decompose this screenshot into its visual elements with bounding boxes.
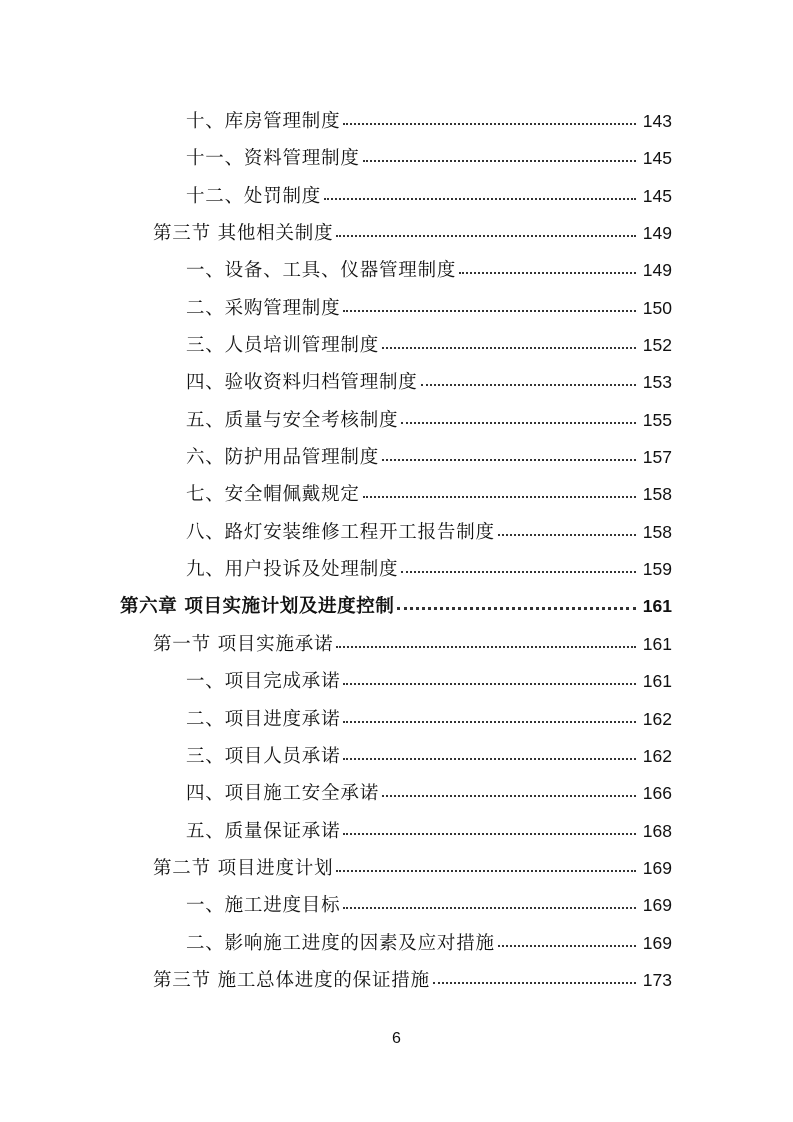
- toc-dot-leader: [336, 646, 636, 648]
- page-number: 6: [392, 1030, 401, 1047]
- toc-entry-page-number: 168: [642, 820, 672, 841]
- toc-entry-title: 三、人员培训管理制度: [186, 335, 380, 357]
- toc-entry-page-number: 161: [642, 596, 672, 617]
- toc-entry-title: 八、路灯安装维修工程开工报告制度: [186, 521, 495, 543]
- toc-entry-page-number: 166: [642, 783, 672, 804]
- toc-entry-title: 二、项目进度承诺: [186, 708, 341, 730]
- toc-subsection-entry[interactable]: [0, 248, 793, 285]
- toc-dot-leader: [343, 310, 636, 312]
- toc-section-entry[interactable]: [0, 846, 793, 883]
- toc-entry-title: 十一、资料管理制度: [186, 148, 360, 170]
- toc-entry-title: 七、安全帽佩戴规定: [186, 484, 360, 506]
- toc-subsection-entry[interactable]: [0, 883, 793, 920]
- toc-entry-title: 一、项目完成承诺: [186, 671, 341, 693]
- toc-dot-leader: [336, 870, 636, 872]
- toc-subsection-entry[interactable]: [0, 472, 793, 509]
- toc-entry-title: 四、验收资料归档管理制度: [186, 372, 418, 394]
- toc-section-entry[interactable]: [0, 211, 793, 248]
- toc-dot-leader: [343, 758, 636, 760]
- toc-dot-leader: [363, 496, 636, 498]
- toc-entry-page-number: 169: [642, 857, 672, 878]
- toc-subsection-entry[interactable]: [0, 360, 793, 397]
- toc-subsection-entry[interactable]: [0, 921, 793, 958]
- toc-dot-leader: [343, 833, 636, 835]
- toc-dot-leader: [401, 422, 636, 424]
- toc-entry-page-number: 159: [642, 559, 672, 580]
- toc-subsection-entry[interactable]: [0, 99, 793, 136]
- toc-entry-page-number: 158: [642, 521, 672, 542]
- toc-dot-leader: [343, 123, 636, 125]
- toc-subsection-entry[interactable]: [0, 174, 793, 211]
- toc-entry-title: 第一节 项目实施承诺: [153, 633, 334, 655]
- toc-dot-leader: [397, 607, 636, 610]
- table-of-contents: [0, 99, 793, 995]
- toc-dot-leader: [433, 982, 636, 984]
- toc-dot-leader: [498, 534, 636, 536]
- toc-subsection-entry[interactable]: [0, 659, 793, 696]
- toc-dot-leader: [343, 721, 636, 723]
- toc-dot-leader: [382, 795, 636, 797]
- toc-entry-page-number: 161: [642, 671, 672, 692]
- toc-dot-leader: [363, 160, 636, 162]
- toc-dot-leader: [401, 571, 636, 573]
- toc-entry-page-number: 145: [642, 185, 672, 206]
- toc-entry-page-number: 153: [642, 372, 672, 393]
- toc-subsection-entry[interactable]: [0, 697, 793, 734]
- toc-entry-page-number: 149: [642, 223, 672, 244]
- toc-subsection-entry[interactable]: [0, 771, 793, 808]
- toc-subsection-entry[interactable]: [0, 734, 793, 771]
- toc-entry-page-number: 169: [642, 932, 672, 953]
- toc-subsection-entry[interactable]: [0, 398, 793, 435]
- toc-entry-title: 三、项目人员承诺: [186, 745, 341, 767]
- toc-dot-leader: [343, 907, 636, 909]
- toc-entry-title: 十、库房管理制度: [186, 111, 341, 132]
- toc-subsection-entry[interactable]: [0, 809, 793, 846]
- toc-entry-page-number: 152: [642, 335, 672, 356]
- toc-subsection-entry[interactable]: [0, 435, 793, 472]
- toc-entry-page-number: 169: [642, 895, 672, 916]
- toc-entry-page-number: 173: [642, 969, 672, 990]
- toc-dot-leader: [382, 459, 636, 461]
- toc-section-entry[interactable]: [0, 622, 793, 659]
- toc-section-entry[interactable]: [0, 958, 793, 995]
- toc-entry-page-number: 161: [642, 633, 672, 654]
- toc-subsection-entry[interactable]: [0, 136, 793, 173]
- toc-entry-page-number: 150: [642, 297, 672, 318]
- toc-chapter-entry[interactable]: [0, 584, 793, 621]
- toc-entry-page-number: 162: [642, 745, 672, 766]
- toc-entry-title: 六、防护用品管理制度: [186, 447, 380, 469]
- toc-entry-title: 第二节 项目进度计划: [153, 857, 334, 879]
- toc-dot-leader: [382, 347, 636, 349]
- toc-entry-title: 一、施工进度目标: [186, 895, 341, 917]
- toc-entry-title: 四、项目施工安全承诺: [186, 783, 380, 805]
- toc-entry-title: 第六章 项目实施计划及进度控制: [120, 596, 395, 618]
- toc-entry-title: 第三节 施工总体进度的保证措施: [153, 969, 430, 991]
- toc-entry-title: 五、质量与安全考核制度: [186, 409, 399, 431]
- toc-subsection-entry[interactable]: [0, 510, 793, 547]
- toc-entry-title: 十二、处罚制度: [186, 185, 322, 207]
- toc-dot-leader: [498, 945, 636, 947]
- toc-entry-page-number: 162: [642, 708, 672, 729]
- toc-entry-page-number: 149: [642, 260, 672, 281]
- toc-entry-title: 九、用户投诉及处理制度: [186, 559, 399, 581]
- toc-entry-title: 第三节 其他相关制度: [153, 223, 334, 245]
- toc-entry-title: 二、采购管理制度: [186, 297, 341, 319]
- toc-dot-leader: [324, 198, 636, 200]
- toc-dot-leader: [421, 384, 636, 386]
- toc-entry-page-number: 143: [642, 111, 672, 131]
- toc-entry-page-number: 155: [642, 409, 672, 430]
- toc-entry-title: 一、设备、工具、仪器管理制度: [186, 260, 457, 282]
- toc-entry-title: 五、质量保证承诺: [186, 820, 341, 842]
- toc-entry-page-number: 157: [642, 447, 672, 468]
- toc-dot-leader: [343, 683, 636, 685]
- toc-entry-page-number: 158: [642, 484, 672, 505]
- toc-entry-page-number: 145: [642, 148, 672, 169]
- toc-subsection-entry[interactable]: [0, 323, 793, 360]
- toc-entry-title: 二、影响施工进度的因素及应对措施: [186, 932, 495, 954]
- toc-dot-leader: [459, 272, 636, 274]
- toc-subsection-entry[interactable]: [0, 547, 793, 584]
- toc-subsection-entry[interactable]: [0, 286, 793, 323]
- toc-dot-leader: [336, 235, 636, 237]
